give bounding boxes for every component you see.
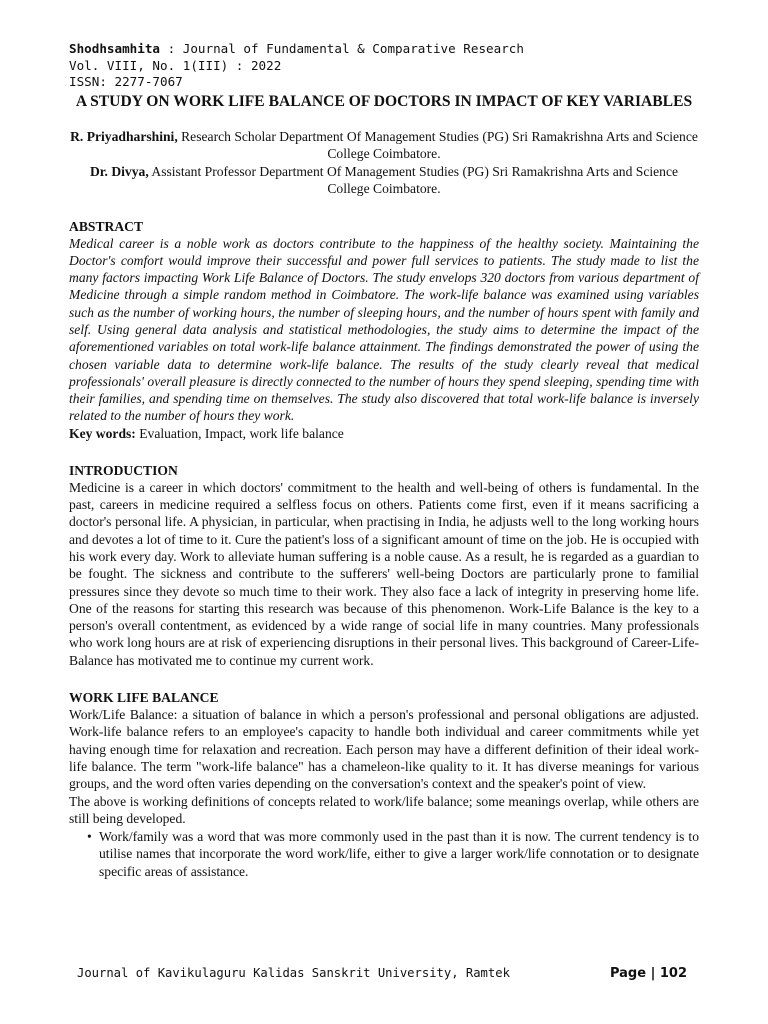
author-entry <box>69 163 699 198</box>
footer-journal: Journal of Kavikulaguru Kalidas Sanskrit University, Ramtek <box>77 966 510 980</box>
wlb-paragraph-2: The above is working definitions of concepts related to work/life balance; some meanings overlap, while others are still being developed. <box>69 793 699 826</box>
journal-issn: ISSN: 2277-7067 <box>69 74 183 89</box>
introduction-heading: INTRODUCTION <box>69 462 178 478</box>
author-entry <box>69 128 699 163</box>
journal-header <box>69 41 699 91</box>
wlb-paragraph-1: Work/Life Balance: a situation of balance in which a person's professional and personal obligations are adjusted. Work-life balance refers to an employee's capacity to handle both individual and career commitments while yet having enough time for relaxation and recreation. Each person may have a different definition of their ideal work-life balance. The term "work-life balance" has a chameleon-like quality to it. It has diverse meanings for various groups, and the word often varies depending on the conversation's context and the speaker's point of view. <box>69 707 699 792</box>
keywords-line <box>69 425 699 442</box>
journal-name-line <box>69 41 699 58</box>
paper-title: A STUDY ON WORK LIFE BALANCE OF DOCTORS IN IMPACT OF KEY VARIABLES <box>75 92 693 110</box>
author-affiliation: Research Scholar Department Of Management Studies (PG) Sri Ramakrishna Arts and Science College Coimbatore. <box>177 128 698 161</box>
keywords-values: Evaluation, Impact, work life balance <box>135 425 344 441</box>
bullet-icon: • <box>87 829 92 845</box>
bullet-text: Work/family was a word that was more commonly used in the past than it is now. The current tendency is to utilise names that incorporate the word work/life, either to give a larger work/life connotation or to designate specific areas of assistance. <box>99 829 699 879</box>
author-name: Dr. Divya, <box>89 163 149 179</box>
page-number: Page | 102 <box>609 966 687 981</box>
introduction-body: Medicine is a career in which doctors' commitment to the health and well-being of others is fundamental. In the past, careers in medicine required a selfless focus on others. Patients come first, even if it means sacrificing a doctor's personal life. A physician, in particular, when practising in India, he adjusts well to the long working hours and devotes a lot of time to it. Cure the patient's loss of a significant amount of time on the job. He is occupied with his work every day. Work to alleviate human suffering is a noble cause. As a result, he is regarded as a guardian to be fought. The sickness and contribute to the sufferers' well-being Doctors are particularly prone to familial pressures since they devote so much time to their work. They also face a lack of integrity in preserving home life. One of the reasons for starting this research was because of this phenomenon. Work-Life Balance is the key to a person's overall contentment, as evidenced by a wide range of social life in many countries. Many professionals who work long hours are at risk of experiencing disruptions in their personal lives. This background of Career-Life-Balance has motivated me to continue my current work. <box>69 479 699 668</box>
keywords-label: Key words: <box>69 425 136 441</box>
abstract-body: Medical career is a noble work as doctors contribute to the happiness of the healthy society. Maintaining the Doctor's comfort would improve their successful and power full services to patients. The study made to list the many factors impacting Work Life Balance of Doctors. The study envelops 320 doctors from various department of Medicine through a simple random method in Coimbatore. The work-life balance was examined using variables such as the number of working hours, the number of sleeping hours, and the number of hours spent with family and self. Using general data analysis and statistical methodologies, the study aims to determine the impact of the aforementioned variables on total work-life balance attainment. The findings demonstrated the power of using the chosen variable data to determine work-life balance. The results of the study clearly reveal that medical professionals' overall pleasure is directly connected to the number of hours they spend sleeping, spending time with their families, and spending time on themselves. The study also discovered that total work-life balance is inversely related to the number of hours they work. <box>69 235 699 424</box>
journal-subtitle: : Journal of Fundamental & Comparative Research <box>160 41 524 56</box>
author-affiliation: Assistant Professor Department Of Management Studies (PG) Sri Ramakrishna Arts and Science College Coimbatore. <box>148 163 679 196</box>
journal-brand: Shodhsamhita <box>69 41 160 56</box>
author-name: R. Priyadharshini, <box>70 128 178 144</box>
journal-volume: Vol. VIII, No. 1(III) : 2022 <box>69 57 282 73</box>
page-footer <box>77 966 687 981</box>
list-item <box>69 828 699 880</box>
page-content <box>69 41 699 880</box>
wlb-heading: WORK LIFE BALANCE <box>69 690 219 706</box>
author-list <box>69 128 699 198</box>
abstract-heading: ABSTRACT <box>69 218 144 234</box>
